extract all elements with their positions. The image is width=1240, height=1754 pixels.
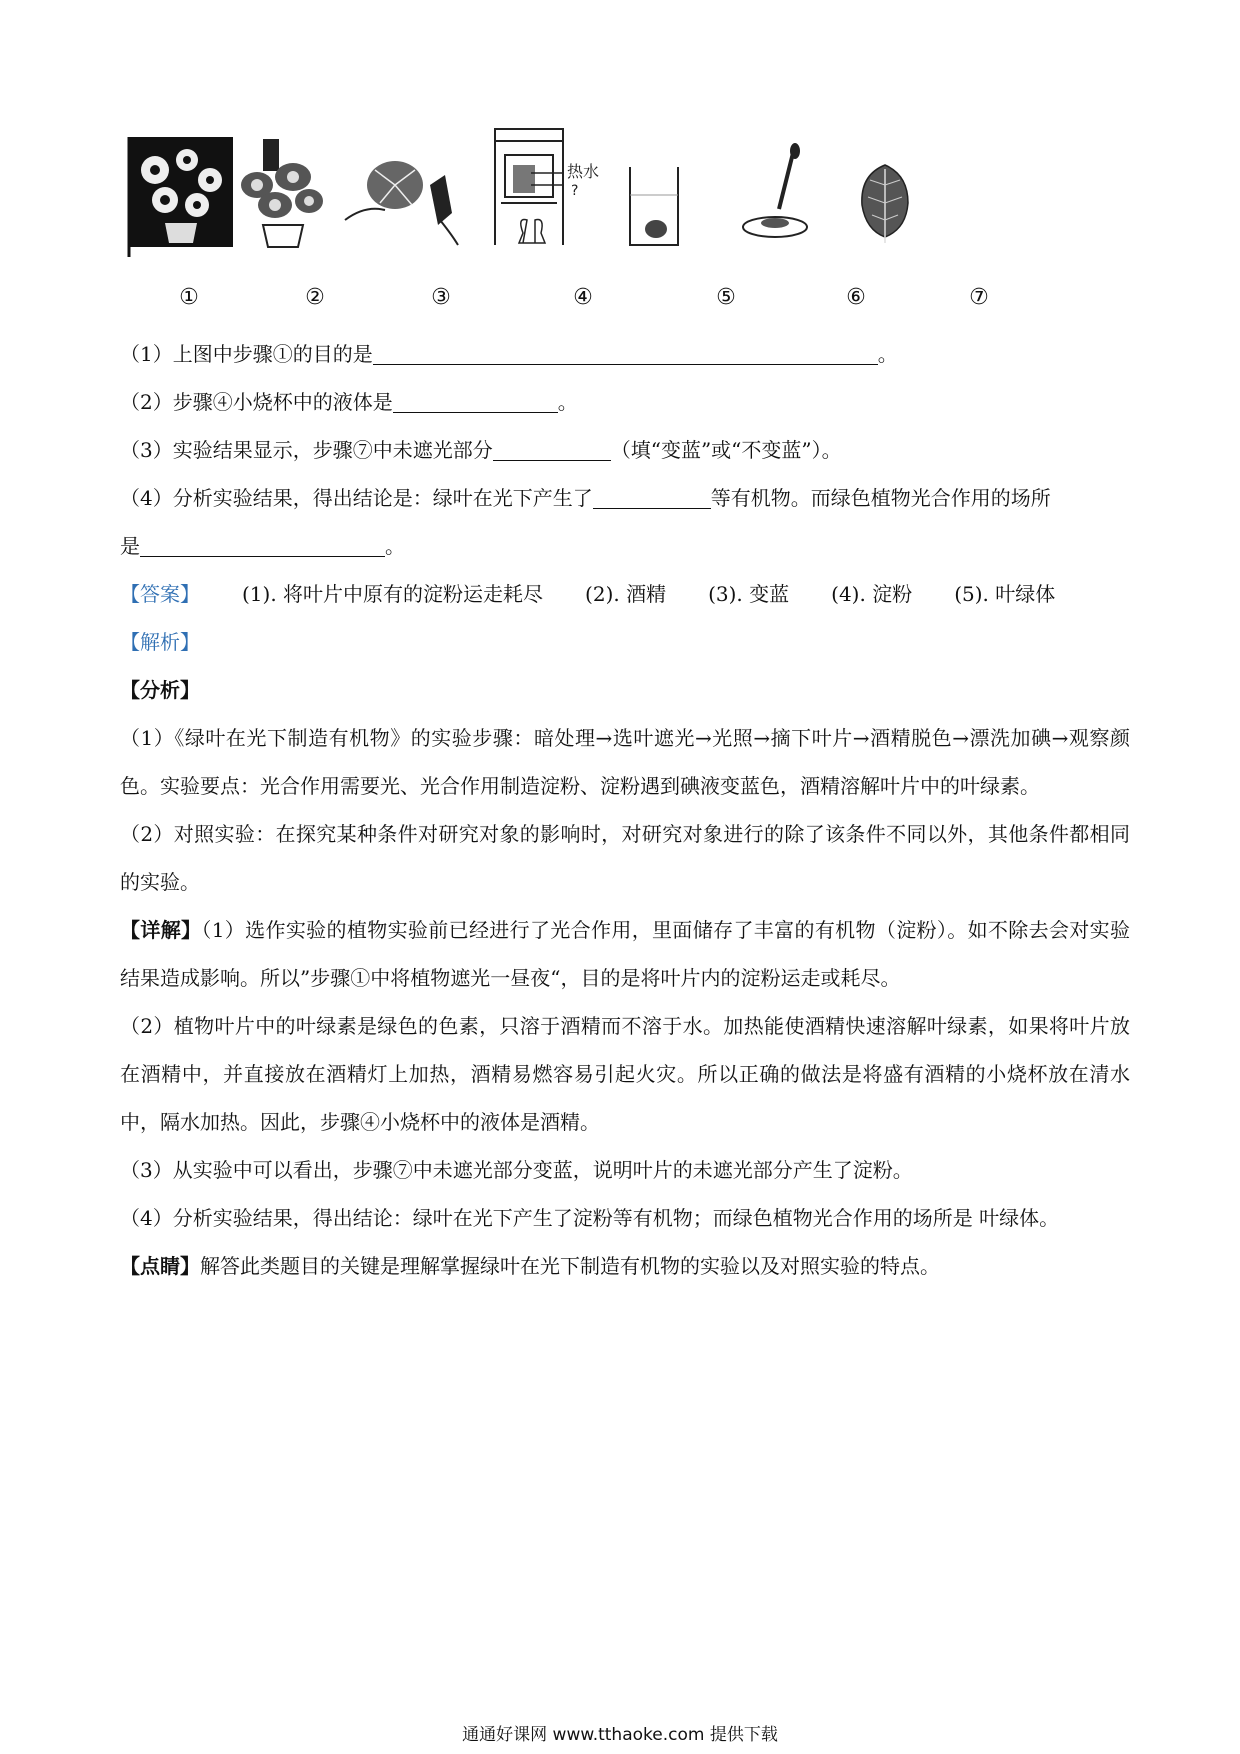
step-label-6: ⑥ <box>846 285 866 310</box>
fenxi-paragraph-1: （1）《绿叶在光下制造有机物》的实验步骤：暗处理→选叶遮光→光照→摘下叶片→酒精脱色→漂洗加碘→观察颜色。实验要点：光合作用需要光、光合作用制造淀粉、淀粉遇到碘液变蓝色，酒精溶解叶片中的叶绿素。 <box>120 726 1130 798</box>
answer-item-4: (4). 淀粉 <box>831 582 913 606</box>
step7-leaf-result-drawing <box>850 125 920 260</box>
xiangjie-paragraph-1: 【详解】（1）选作实验的植物实验前已经进行了光合作用，里面储存了丰富的有机物（淀粉）。如不除去会对实验结果造成影响。所以”步骤①中将植物遮光一昼夜“，目的是将叶片内的淀粉运走或耗尽。 <box>120 918 1130 990</box>
answer-item-2: (2). 酒精 <box>585 582 667 606</box>
step-label-5: ⑤ <box>716 285 736 310</box>
fenxi-paragraph-2: （2）对照实验：在探究某种条件对研究对象的影响时，对研究对象进行的除了该条件不同以外，其他条件都相同的实验。 <box>120 822 1130 894</box>
step-label-4: ④ <box>573 285 593 310</box>
step5-beaker-drawing <box>620 125 690 260</box>
answer-blank-1 <box>373 338 878 365</box>
step2-covered-leaf-drawing <box>235 125 330 260</box>
page-footer: 通通好课网 www.tthaoke.com 提供下载 <box>462 1725 778 1745</box>
answer-blank-4 <box>593 482 711 509</box>
step3-pick-leaf-drawing <box>340 125 465 260</box>
step-label-7: ⑦ <box>969 285 989 310</box>
answer-item-3: (3). 变蓝 <box>708 582 790 606</box>
xiangjie-paragraph-4: （4）分析实验结果，得出结论：绿叶在光下产生了淀粉等有机物；而绿色植物光合作用的场所是 叶绿体。 <box>120 1206 1060 1230</box>
question-4-line-2: 是 。 <box>120 522 1130 570</box>
experiment-figure <box>125 125 1025 265</box>
step6-iodine-dish-drawing <box>735 125 815 260</box>
answer-row <box>120 570 1130 618</box>
xiangjie-paragraph-2: （2）植物叶片中的叶绿素是绿色的色素，只溶于酒精而不溶于水。加热能使酒精快速溶解叶绿素，如果将叶片放在酒精中，并直接放在酒精灯上加热，酒精易燃容易引起火灾。所以正确的做法是将盛有酒精的小烧杯放在清水中，隔水加热。因此，步骤④小烧杯中的液体是酒精。 <box>120 1014 1130 1134</box>
step4-annotation-hot-water: 热水 <box>567 162 600 181</box>
question-2: （2）步骤④小烧杯中的液体是 。 <box>120 378 1130 426</box>
step-label-2: ② <box>305 285 325 310</box>
xiangjie-paragraph-3: （3）从实验中可以看出，步骤⑦中未遮光部分变蓝，说明叶片的未遮光部分产生了淀粉。 <box>120 1158 913 1182</box>
xiangjie-tag: 【详解】 <box>120 918 202 942</box>
answer-blank-5 <box>140 530 385 557</box>
page-content <box>120 330 1130 1290</box>
step1-dark-plant-drawing <box>125 125 237 260</box>
question-3: （3）实验结果显示，步骤⑦中未遮光部分 （填“变蓝”或“不变蓝”）。 <box>120 426 1130 474</box>
step4-annotation-question: ? <box>571 183 579 199</box>
step-label-3: ③ <box>431 285 451 310</box>
answer-blank-2 <box>393 386 558 413</box>
answer-blank-3 <box>493 434 611 461</box>
step4-water-bath-drawing <box>475 125 605 260</box>
answer-item-1: (1). 将叶片中原有的淀粉运走耗尽 <box>242 582 544 606</box>
dianjing-tag: 【点睛】 <box>120 1254 200 1278</box>
analysis-tag: 【解析】 <box>120 630 200 654</box>
question-1: （1）上图中步骤①的目的是 。 <box>120 330 1130 378</box>
question-4: （4）分析实验结果，得出结论是：绿叶在光下产生了 等有机物。而绿色植物光合作用的场所 <box>120 474 1130 522</box>
step-label-1: ① <box>179 285 199 310</box>
fenxi-tag: 【分析】 <box>120 678 200 702</box>
dianjing-paragraph: 【点睛】解答此类题目的关键是理解掌握绿叶在光下制造有机物的实验以及对照实验的特点。 <box>120 1254 940 1278</box>
step-labels <box>0 285 1240 315</box>
answer-item-5: (5). 叶绿体 <box>954 582 1056 606</box>
answer-tag: 【答案】 <box>120 582 200 606</box>
